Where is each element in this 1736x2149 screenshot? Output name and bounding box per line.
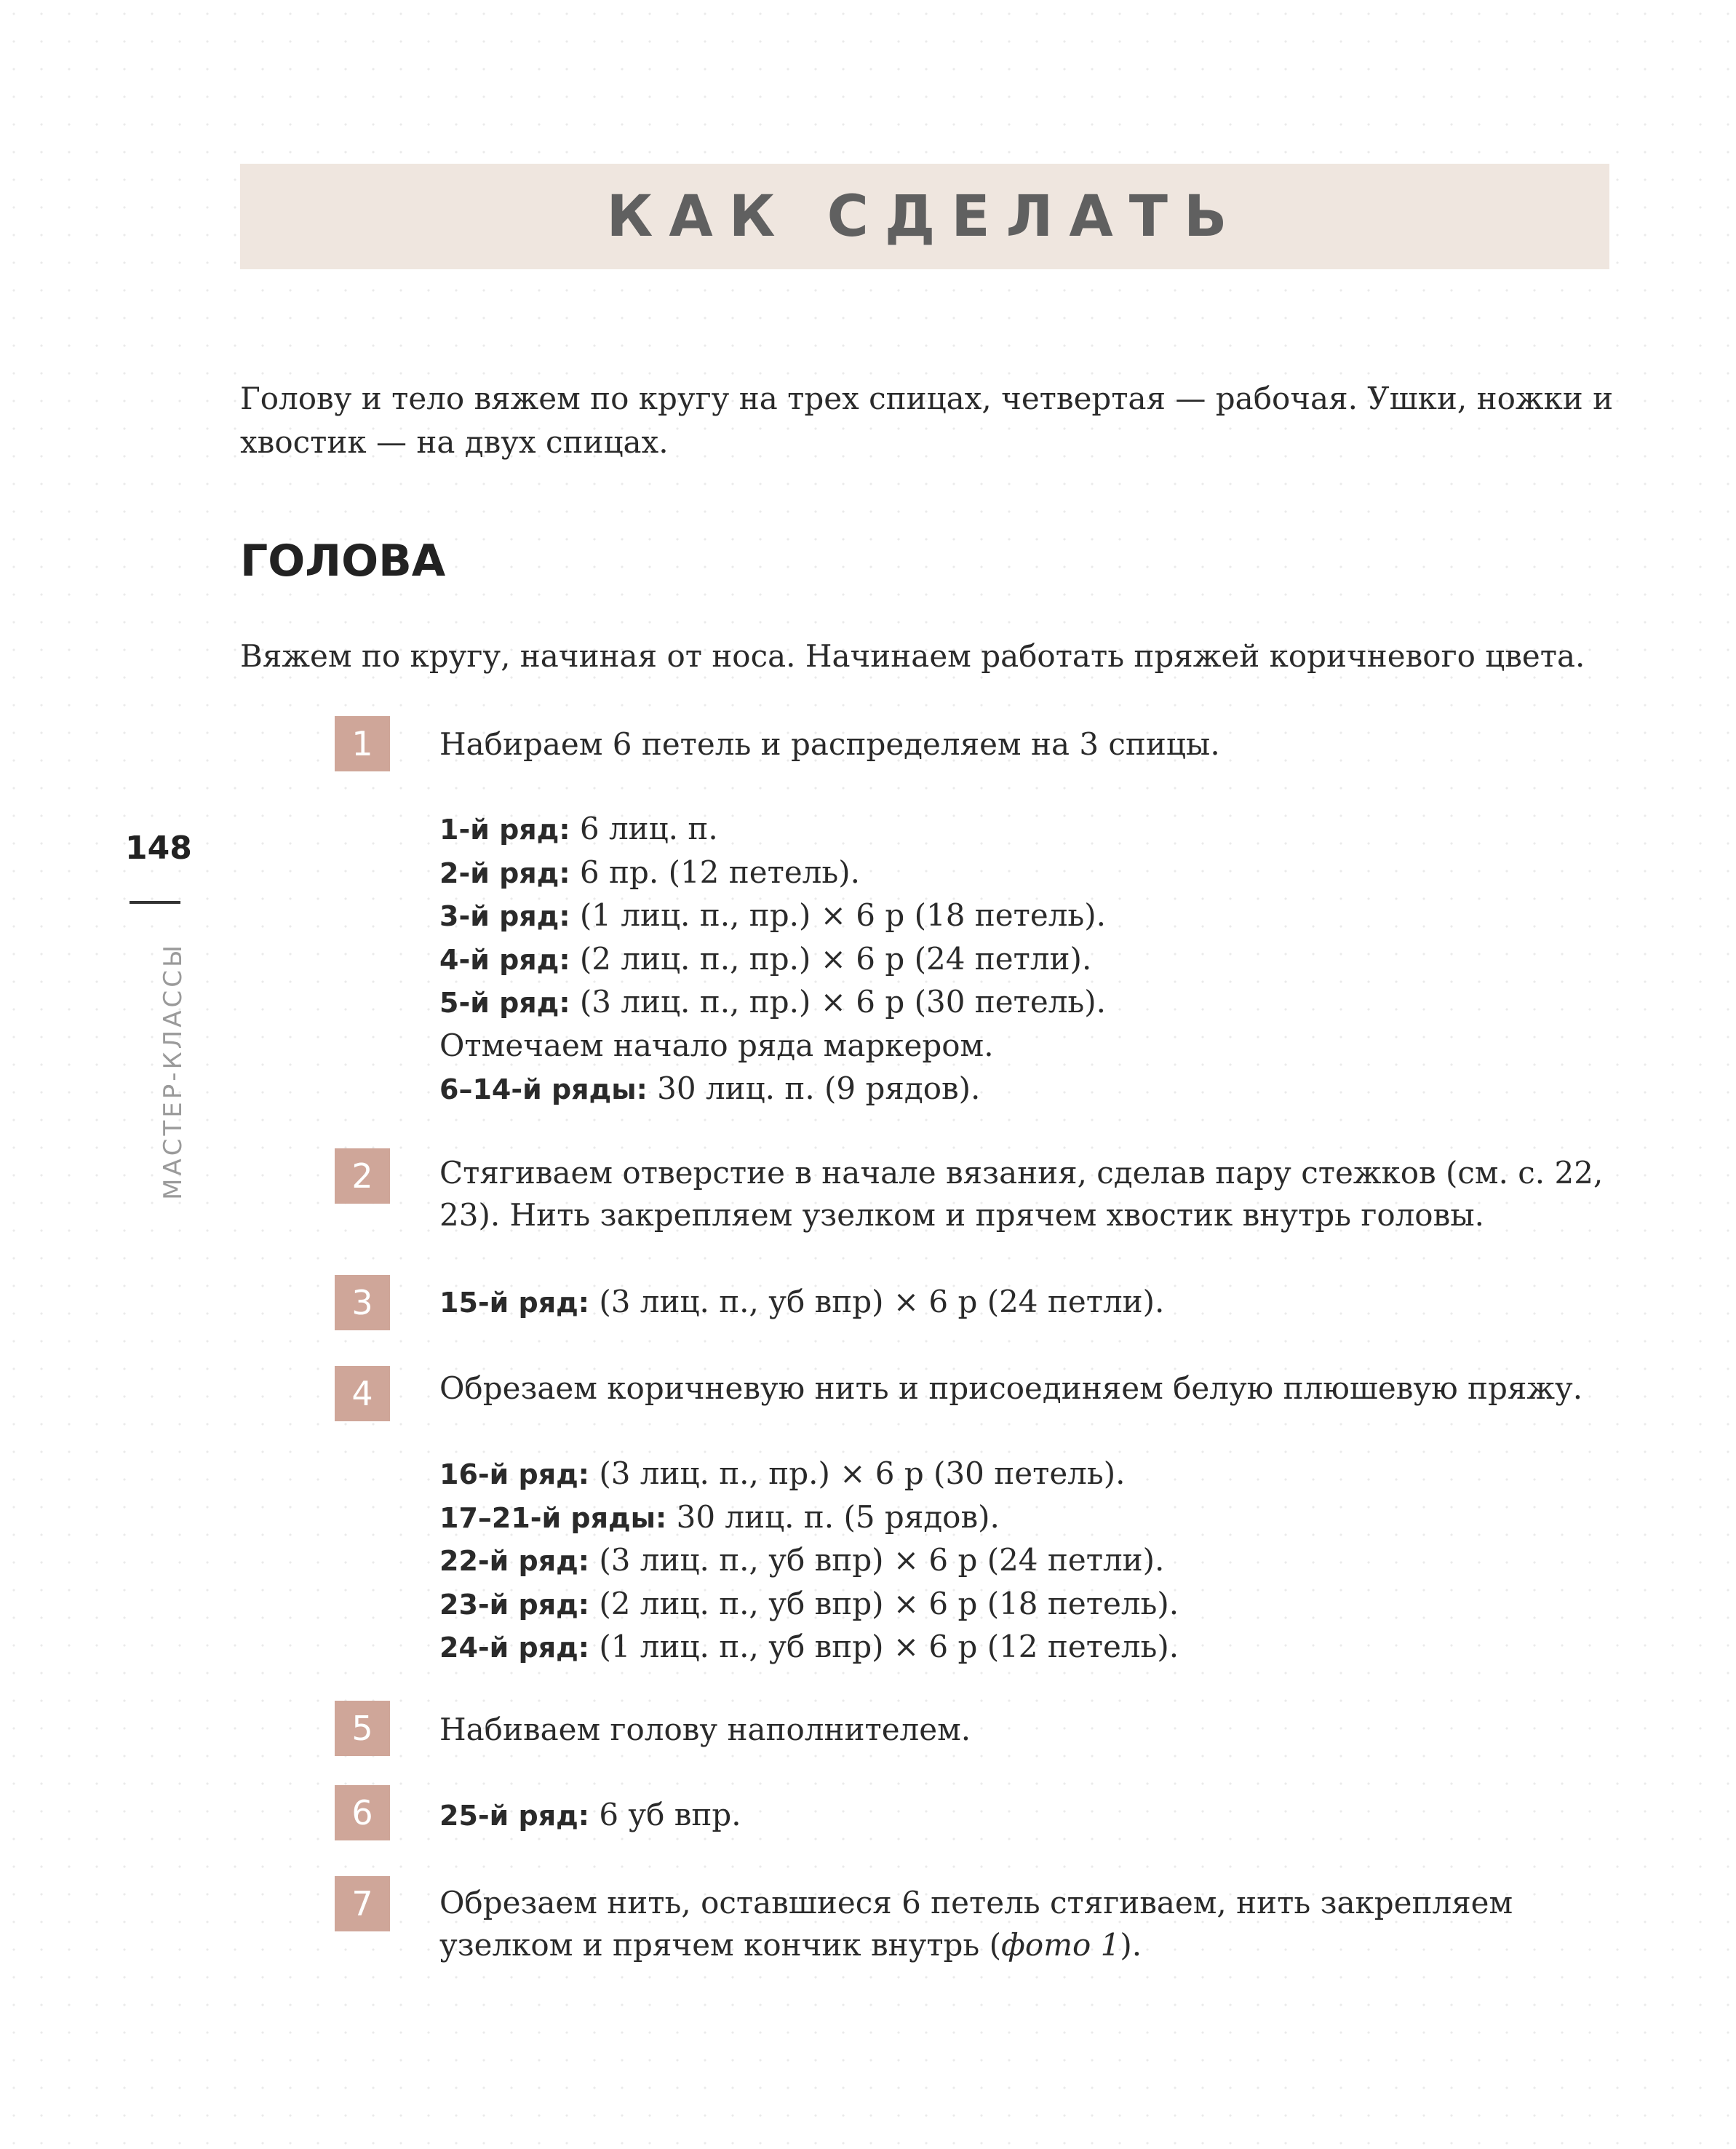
row-item: 4-й ряд: (2 лиц. п., пр.) × 6 р (24 петли). (439, 940, 1092, 977)
page-number-divider (130, 901, 180, 904)
section-heading: ГОЛОВА (240, 536, 446, 587)
row-item: Отмечаем начало ряда маркером. (439, 1027, 994, 1063)
step-number-7: 7 (335, 1876, 390, 1931)
row-item: 23-й ряд: (2 лиц. п., уб впр) × 6 р (18 петель). (439, 1585, 1179, 1621)
row-item: 16-й ряд: (3 лиц. п., пр.) × 6 р (30 петель). (439, 1455, 1126, 1491)
rows-list-step4 (439, 1453, 1625, 1669)
section-side-label: МАСТЕР-КЛАССЫ (159, 942, 188, 1200)
row-item: 2-й ряд: 6 пр. (12 петель). (439, 854, 860, 890)
step-number-6: 6 (335, 1785, 390, 1840)
row-item: 22-й ряд: (3 лиц. п., уб впр) × 6 р (24 петли). (439, 1542, 1165, 1578)
step-text-7: Обрезаем нить, оставшиеся 6 петель стягиваем, нить закрепляем узелком и прячем кончик внутрь (фото 1). (439, 1885, 1513, 1963)
step-text-4: Обрезаем коричневую нить и присоединяем белую плюшевую пряжу. (439, 1370, 1583, 1406)
row-item: 24-й ряд: (1 лиц. п., уб впр) × 6 р (12 петель). (439, 1629, 1179, 1664)
step-text-6: 25-й ряд: 6 уб впр. (439, 1797, 741, 1832)
title-band (240, 164, 1609, 269)
step-number-5: 5 (335, 1701, 390, 1756)
rows-list-step1 (439, 808, 1625, 1111)
page-title: КАК СДЕЛАТЬ (606, 183, 1243, 250)
step-text-2: Стягиваем отверстие в начале вязания, сделав пару стежков (см. с. 22, 23). Нить закрепляем узелком и прячем хвостик внутрь головы. (439, 1155, 1604, 1233)
step-text-3: 15-й ряд: (3 лиц. п., уб впр) × 6 р (24 петли). (439, 1284, 1165, 1319)
page-number: 148 (125, 830, 192, 867)
intro-paragraph: Голову и тело вяжем по кругу на трех спицах, четвертая — рабочая. Ушки, ножки и хвостик — на двух спицах. (240, 381, 1614, 460)
step-text-5: Набиваем голову наполнителем. (439, 1712, 971, 1747)
row-item: 6–14-й ряды: 30 лиц. п. (9 рядов). (439, 1070, 981, 1106)
step-number-2: 2 (335, 1148, 390, 1204)
row-item: 1-й ряд: 6 лиц. п. (439, 811, 718, 846)
row-item: 3-й ряд: (1 лиц. п., пр.) × 6 р (18 петель). (439, 897, 1107, 933)
section-lead: Вяжем по кругу, начиная от носа. Начинаем работать пряжей коричневого цвета. (240, 638, 1585, 674)
step-number-1: 1 (335, 716, 390, 771)
row-item: 17–21-й ряды: 30 лиц. п. (5 рядов). (439, 1498, 1000, 1535)
step-number-3: 3 (335, 1275, 390, 1330)
row-item: 5-й ряд: (3 лиц. п., пр.) × 6 р (30 петель). (439, 984, 1107, 1020)
step-number-4: 4 (335, 1366, 390, 1421)
step-text-1: Набираем 6 петель и распределяем на 3 спицы. (439, 726, 1220, 762)
